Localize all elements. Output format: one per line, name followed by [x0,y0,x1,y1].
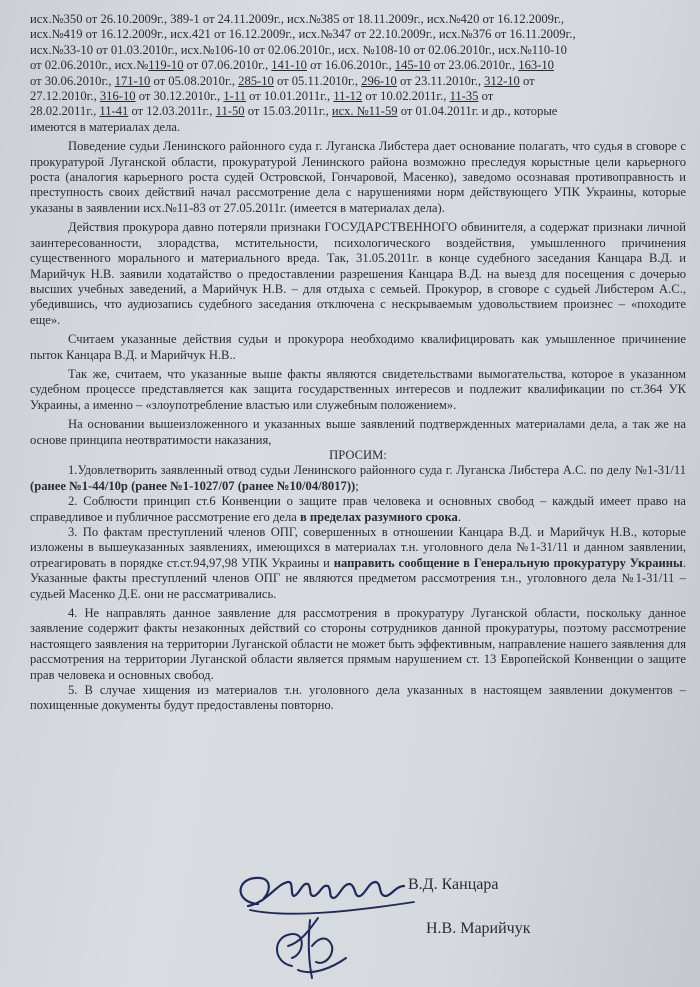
signer-name-2: Н.В. Марийчук [426,920,531,937]
paragraph-extortion: Так же, считаем, что указанные выше факты являются свидетельствами вымогательства, которое в указанном судебном процессе представляется как защита государственных интересов и подлежит квалификации по ст.364 УК Украины, а именно – «злоупотребление властью или служебным положением». [30,366,686,412]
signer-name-1: В.Д. Канцара [408,876,499,893]
ref-line: имеются в материалах дела. [30,119,181,134]
request-item-2: 2. Соблюсти принцип ст.6 Конвенции о защите прав человека и основных свобод – каждый имеет право на справедливое и публичное рассмотрение его дела в пределах разумного срока. [30,494,686,524]
ref-line: исх.№419 от 16.12.2009г., исх.421 от 16.12.2009г., исх.№347 от 22.10.2009г., исх.№376 от 16.11.2009г., [30,27,576,42]
signature-mariychuk [262,906,352,986]
paragraph-qualification: Считаем указанные действия судьи и прокурора необходимо квалифицировать как умышленное причинение пыток Канцара В.Д. и Марийчук Н.В.. [30,332,686,362]
ref-line: от 30.06.2010г., 171-10 от 05.08.2010г., 285-10 от 05.11.2010г., 296-10 от 23.11.2010г., 312-10 от [30,73,535,88]
ref-line: 27.12.2010г., 316-10 от 30.12.2010г., 1-11 от 10.01.2011г., 11-12 от 10.02.2011г., 11-35 от [30,89,494,104]
ref-line: исх.№350 от 26.10.2009г., 389-1 от 24.11.2009г., исх.№385 от 18.11.2009г., исх.№420 от 16.12.2009г., [30,12,565,26]
request-item-4: 4. Не направлять данное заявление для рассмотрения в прокуратуру Луганской области, поскольку данное заявление содержит факты незаконных действий со стороны сотрудников данной прокуратуры, поэтому рассмотрение настоящего заявления на территории Луганской области не может быть эффективным, направление нашего заявления для рассмотрения на территории Луганской области является прямым нарушением ст. 13 Европейской Конвенции о защите прав человека и основных свобод. [30,606,686,682]
request-item-5: 5. В случае хищения из материалов т.н. уголовного дела указанных в настоящем заявлении документов – похищенные документы будут предоставлены повторно. [30,683,686,713]
ref-line: исх.№33-10 от 01.03.2010г., исх.№106-10 от 02.06.2010г., исх. №108-10 от 02.06.2010г., исх.№110-10 [30,42,567,57]
paragraph-basis: На основании вышеизложенного и указанных выше заявлений подтвержденных материалами дела, а так же на основе принципа неотвратимости наказания, [30,417,686,447]
ref-line: от 02.06.2010г., исх.№119-10 от 07.06.2010г., 141-10 от 16.06.2010г., 145-10 от 23.06.2010г., 163-10 [30,58,554,73]
request-item-1: 1.Удовлетворить заявленный отвод судьи Ленинского районного суда г. Луганска Либстера А.С. по делу №1-31/11 (ранее №1-44/10р (ранее №1-1027/07 (ранее №10/04/8017)); [30,463,686,493]
ref-line: 28.02.2011г., 11-41 от 12.03.2011г., 11-50 от 15.03.2011г., исх. №11-59 от 01.04.2011г. и др., которые [30,104,558,119]
request-item-3: 3. По фактам преступлений членов ОПГ, совершенных в отношении Канцара В.Д. и Марийчук Н.В., которые изложены в вышеуказанных заявлениях, имеющихся в материалах т.н. уголовного дела №1-31/11 и данном заявлении, отреагировать в порядке ст.ст.94,97,98 УПК Украины и направить сообщение в Генеральную прокуратуру Украины. Указанные факты преступлений членов ОПГ не являются предметом рассмотрения т.н., уголовного дела №1-31/11 – судьей Масенко Д.Е. они не рассматривались. [30,525,687,601]
references-block [30,12,686,135]
request-heading: ПРОСИМ: [329,447,387,462]
signature-block [0,862,700,987]
paragraph-prosecutor-actions: Действия прокурора давно потеряли признаки ГОСУДАРСТВЕННОГО обвинителя, а содержат признаки личной заинтересованности, злорадства, мстительности, психологического воздействия, умышленного причинения существенного морального и материального вреда. Так, 31.05.2011г. в конце судебного заседания Канцара В.Д. и Марийчук Н.В. заявили ходатайство о предоставлении разрешения Канцара В.Д. на выезд для посещения с дочерью высших учебных заведений, а Марийчук Н.В. – для отдыха с семьей. Прокурор, в сговоре с судьей Либстером А.С., убедившись, что аудиозапись судебного заседания отключена с нескрываемым удовольствием произнес – «походите еще». [30,220,686,327]
paragraph-judge-behavior: Поведение судьи Ленинского районного суда г. Луганска Либстера дает основание полагать, что судья в сговоре с прокуратурой Луганской области, прокуратурой Ленинского района возможно преследуя корыстные цели карьерного роста (аналогия карьерного роста судей Островской, Гончаровой, Масенко), заведомо осознавая противоправность и преступность своих действий начал рассмотрение дела с нарушениями норм действующего УПК Украины, которые указаны в заявлении исх.№11-83 от 27.05.2011г. (имеется в материалах дела). [30,139,686,215]
